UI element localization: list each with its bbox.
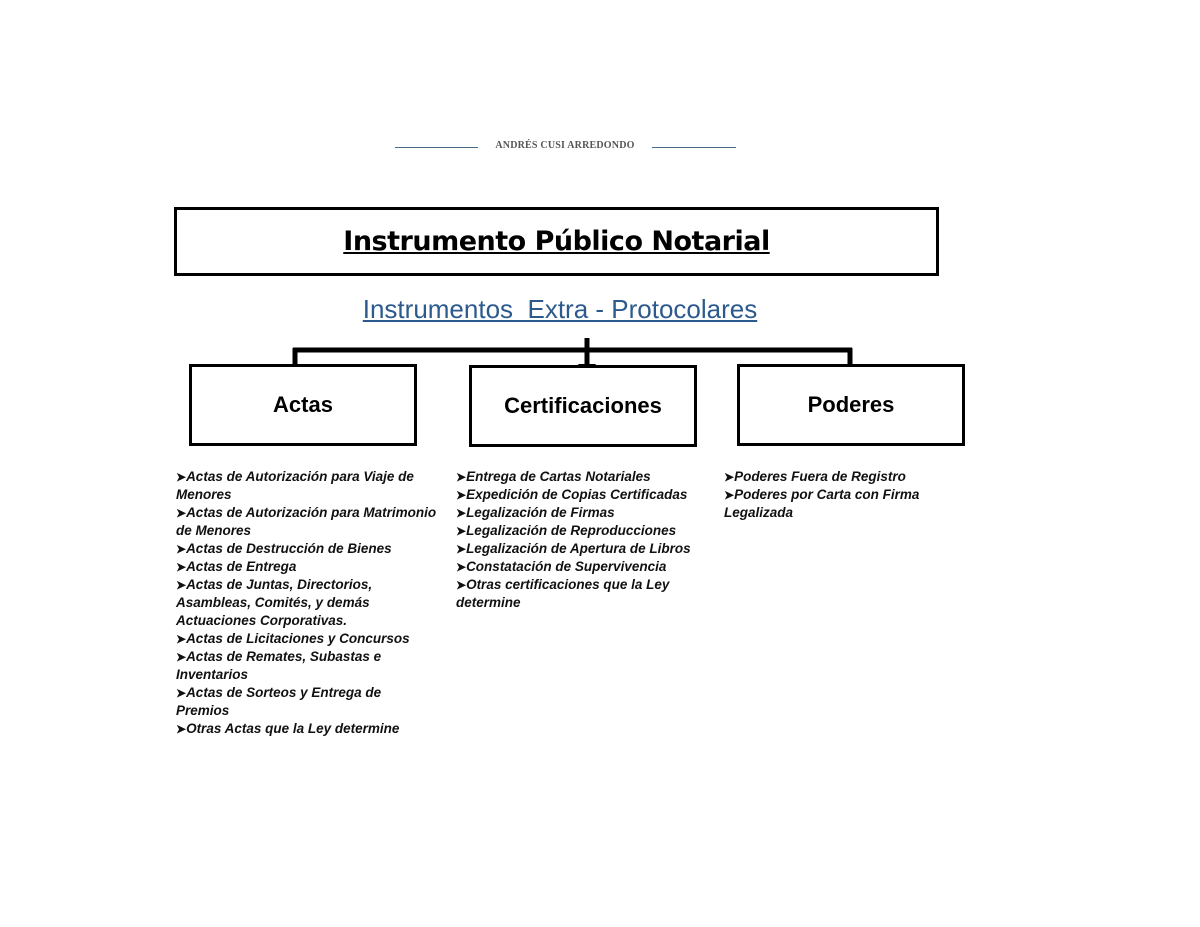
list-item-text: Otras Actas que la Ley determine (186, 721, 400, 736)
list-item-text: Actas de Juntas, Directorios, Asambleas, Comités, y demás Actuaciones Corporativas. (176, 577, 373, 628)
list-item (176, 504, 438, 540)
list-item-text: Otras certificaciones que la Ley determine (456, 577, 670, 610)
bullet-arrow-icon: ➤ (724, 470, 735, 484)
bullet-arrow-icon: ➤ (176, 632, 187, 646)
list-item (176, 720, 438, 738)
list-item-text: Actas de Destrucción de Bienes (186, 541, 392, 556)
list-item (724, 486, 956, 522)
bullet-arrow-icon: ➤ (176, 722, 187, 736)
list-item-text: Legalización de Reproducciones (466, 523, 677, 538)
bullet-arrow-icon: ➤ (456, 524, 467, 538)
category-label: Actas (273, 392, 333, 417)
diagram-subtitle: Instrumentos Extra - Protocolares (362, 294, 758, 324)
list-item-text: Poderes Fuera de Registro (734, 469, 906, 484)
list-item-text: Expedición de Copias Certificadas (466, 487, 688, 502)
list-item (456, 540, 706, 558)
category-list-poderes (724, 468, 956, 522)
list-item-text: Actas de Autorización para Matrimonio de Menores (176, 505, 437, 538)
bullet-arrow-icon: ➤ (176, 578, 187, 592)
list-item-text: Entrega de Cartas Notariales (466, 469, 651, 484)
list-item-text: Actas de Entrega (186, 559, 297, 574)
header-author: ANDRÉS CUSI ARREDONDO (495, 140, 635, 151)
list-item (456, 486, 706, 504)
bullet-arrow-icon: ➤ (176, 686, 187, 700)
bullet-arrow-icon: ➤ (176, 560, 187, 574)
list-item-text: Legalización de Apertura de Libros (466, 541, 691, 556)
list-item-text: Constatación de Supervivencia (466, 559, 667, 574)
list-item (724, 468, 956, 486)
bullet-arrow-icon: ➤ (456, 488, 467, 502)
bullet-arrow-icon: ➤ (176, 470, 187, 484)
list-item-text: Legalización de Firmas (466, 505, 615, 520)
list-item (176, 684, 438, 720)
bullet-arrow-icon: ➤ (456, 542, 467, 556)
bullet-arrow-icon: ➤ (724, 488, 735, 502)
category-label: Poderes (807, 392, 895, 417)
bullet-arrow-icon: ➤ (176, 506, 187, 520)
bullet-arrow-icon: ➤ (456, 560, 467, 574)
list-item-text: Poderes por Carta con Firma Legalizada (724, 487, 920, 520)
bullet-arrow-icon: ➤ (456, 506, 467, 520)
list-item (456, 576, 706, 612)
list-item-text: Actas de Licitaciones y Concursos (186, 631, 410, 646)
list-item (176, 648, 438, 684)
list-item-text: Actas de Sorteos y Entrega de Premios (176, 685, 382, 718)
bullet-arrow-icon: ➤ (176, 650, 187, 664)
diagram-title: Instrumento Público Notarial (343, 226, 770, 257)
bullet-arrow-icon: ➤ (176, 542, 187, 556)
list-item (456, 468, 706, 486)
category-list-actas (176, 468, 438, 738)
list-item (176, 468, 438, 504)
bullet-arrow-icon: ➤ (456, 578, 467, 592)
list-item (176, 630, 438, 648)
list-item (176, 558, 438, 576)
list-item (456, 504, 706, 522)
list-item (176, 576, 438, 630)
category-box-actas (189, 364, 417, 446)
category-box-certificaciones (469, 365, 697, 447)
bullet-arrow-icon: ➤ (456, 470, 467, 484)
category-label: Certificaciones (504, 393, 662, 418)
list-item (456, 522, 706, 540)
list-item-text: Actas de Autorización para Viaje de Menores (176, 469, 414, 502)
list-item (456, 558, 706, 576)
list-item (176, 540, 438, 558)
category-list-certificaciones (456, 468, 706, 612)
list-item-text: Actas de Remates, Subastas e Inventarios (176, 649, 382, 682)
category-box-poderes (737, 364, 965, 446)
